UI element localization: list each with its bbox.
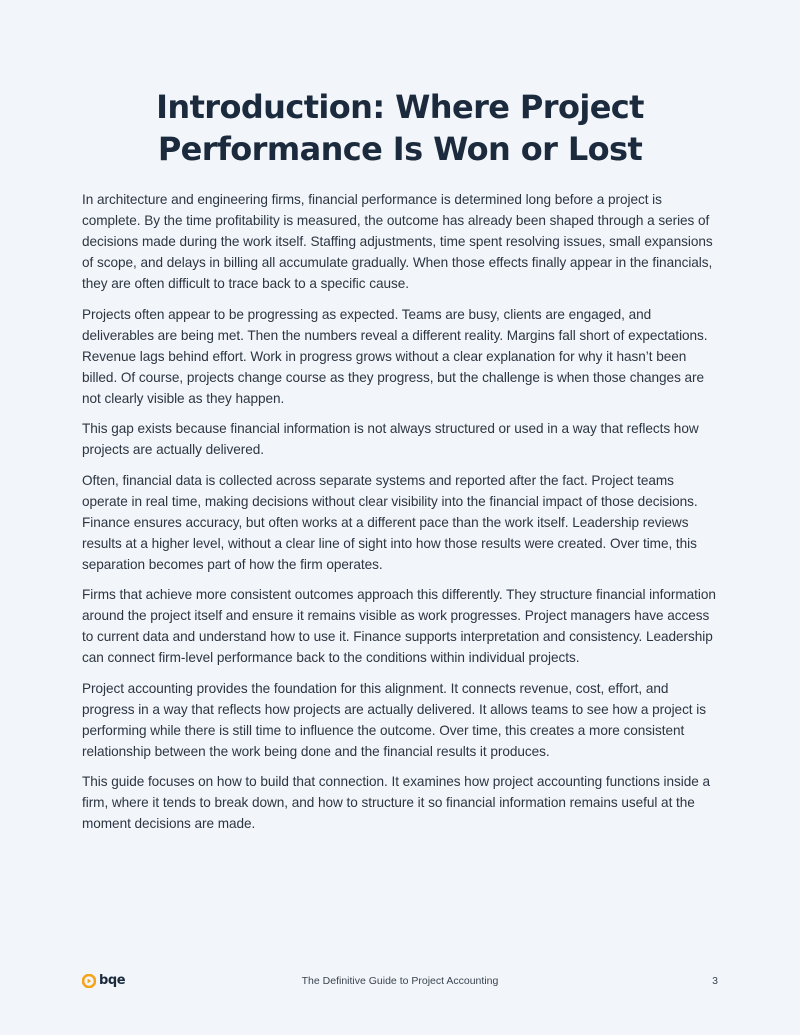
page-number: 3 xyxy=(712,975,718,987)
page-title xyxy=(60,86,740,170)
footer-document-title: The Definitive Guide to Project Accounting xyxy=(301,975,499,987)
paragraph-3: This gap exists because financial information is not always structured or used in a way that reflects how projects are actually delivered. xyxy=(82,421,699,457)
paragraph-5: Firms that achieve more consistent outcomes approach this differently. They structure financial information around the project itself and ensure it remains visible as work progresses. Project managers have access to current data and understand how to use it. Finance supports interpretation and consistency. Leadership can connect firm-level performance back to the conditions within individual projects. xyxy=(82,587,716,665)
paragraph-4: Often, financial data is collected across separate systems and reported after the fact. Project teams operate in real time, making decisions without clear visibility into the financial impact of those decisions. Finance ensures accuracy, but often works at a different pace than the work itself. Leadership reviews results at a higher level, without a clear line of sight into how those results were created. Over time, this separation becomes part of how the firm operates. xyxy=(82,472,698,572)
body-text xyxy=(82,189,722,844)
page-title-line-1: Introduction: Where Project xyxy=(156,88,644,126)
page-footer xyxy=(82,973,718,993)
paragraph-6: Project accounting provides the foundation for this alignment. It connects revenue, cost, effort, and progress in a way that reflects how projects are actually delivered. It allows teams to see how a project is performing while there is still time to influence the outcome. Over time, this creates a more consistent relationship between the work being done and the financial results it produces. xyxy=(82,680,706,759)
paragraph-2: Projects often appear to be progressing as expected. Teams are busy, clients are engaged, and deliverables are being met. Then the numbers reveal a different reality. Margins fall short of expectations. Revenue lags behind effort. Work in progress grows without a clear explanation for why it hasn’t been billed. Of course, projects change course as they progress, but the challenge is when those changes are not clearly visible as they happen. xyxy=(82,306,708,406)
page-title-line-2: Performance Is Won or Lost xyxy=(157,130,643,168)
paragraph-7: This guide focuses on how to build that connection. It examines how project accounting functions inside a firm, where it tends to break down, and how to structure it so financial information remains useful at the moment decisions are made. xyxy=(82,774,710,831)
logo-text: bqe xyxy=(99,973,126,988)
paragraph-1: In architecture and engineering firms, financial performance is determined long before a project is complete. By the time profitability is measured, the outcome has already been shaped through a series of decisions made during the work itself. Staffing adjustments, time spent resolving issues, small expansions of scope, and delays in billing all accumulate gradually. When those effects finally appear in the financials, they are often difficult to trace back to a specific cause. xyxy=(82,192,713,291)
